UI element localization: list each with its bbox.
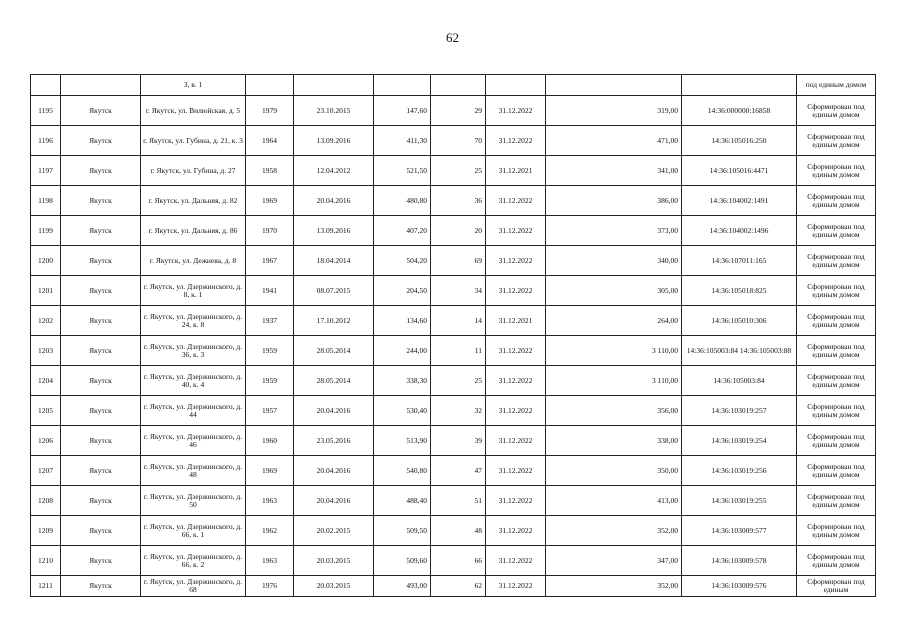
area-cell: 488,40 (374, 486, 431, 516)
cadastre-cell: 14:36:103019:256 (682, 456, 797, 486)
count-cell: 14 (431, 306, 486, 336)
city-cell: Якутск (61, 546, 141, 576)
deadline-cell: 31.12.2022 (486, 276, 546, 306)
year-cell: 1960 (246, 426, 294, 456)
status-cell: Сформирован под единым домом (797, 456, 876, 486)
status-cell: Сформирован под единым домом (797, 366, 876, 396)
table-row (31, 456, 876, 486)
deadline-cell: 31.12.2022 (486, 396, 546, 426)
page-number: 62 (446, 30, 459, 45)
cadastre-cell: 14:36:105003:84 14:36:105003:88 (682, 336, 797, 366)
deadline-cell: 31.12.2021 (486, 156, 546, 186)
cadastre-cell: 14:36:105018:825 (682, 276, 797, 306)
status-cell: Сформирован под единым домом (797, 426, 876, 456)
area-cell: 493,00 (374, 576, 431, 597)
year-cell: 1969 (246, 186, 294, 216)
status-cell: Сформирован под единым домом (797, 486, 876, 516)
area-cell: 480,80 (374, 186, 431, 216)
year-cell: 1937 (246, 306, 294, 336)
address-cell: г. Якутск, ул. Дзержинского, д. 24, к. 8 (141, 306, 246, 336)
date-cell: 20.04.2016 (294, 486, 374, 516)
cost-cell: 373,00 (546, 216, 682, 246)
deadline-cell: 31.12.2022 (486, 486, 546, 516)
status-cell: Сформирован под единым (797, 576, 876, 597)
city-cell: Якутск (61, 186, 141, 216)
table-row (31, 186, 876, 216)
date-cell: 13.09.2016 (294, 126, 374, 156)
status-cell: Сформирован под единым домом (797, 546, 876, 576)
row-number-cell: 1196 (31, 126, 61, 156)
row-number-cell: 1202 (31, 306, 61, 336)
deadline-cell: 31.12.2022 (486, 366, 546, 396)
row-number-cell: 1211 (31, 576, 61, 597)
cost-cell: 413,00 (546, 486, 682, 516)
table-row (31, 396, 876, 426)
table-row (31, 366, 876, 396)
area-cell: 521,50 (374, 156, 431, 186)
city-cell: Якутск (61, 576, 141, 597)
row-number-cell: 1203 (31, 336, 61, 366)
year-cell: 1959 (246, 366, 294, 396)
area-cell: 530,40 (374, 396, 431, 426)
status-cell: под единым домом (797, 75, 876, 96)
address-cell: г. Якутск, ул. Дзержинского, д. 40, к. 4 (141, 366, 246, 396)
row-number-cell: 1210 (31, 546, 61, 576)
cost-cell: 341,00 (546, 156, 682, 186)
count-cell: 34 (431, 276, 486, 306)
count-cell: 36 (431, 186, 486, 216)
address-cell: г. Якутск, ул. Дальняя, д. 82 (141, 186, 246, 216)
row-number-cell: 1198 (31, 186, 61, 216)
date-cell: 12.04.2012 (294, 156, 374, 186)
city-cell: Якутск (61, 456, 141, 486)
address-cell: г. Якутск, ул. Губина, д. 27 (141, 156, 246, 186)
date-cell: 23.10.2015 (294, 96, 374, 126)
area-cell: 407,20 (374, 216, 431, 246)
table-row (31, 156, 876, 186)
address-cell: г. Якутск, ул. Дежнева, д. 8 (141, 246, 246, 276)
cadastre-cell: 14:36:000000:16858 (682, 96, 797, 126)
year-cell: 1969 (246, 456, 294, 486)
row-number-cell: 1209 (31, 516, 61, 546)
count-cell: 25 (431, 366, 486, 396)
address-cell: г. Якутск, ул. Дзержинского, д. 36, к. 3 (141, 336, 246, 366)
status-cell: Сформирован под единым домом (797, 96, 876, 126)
cost-cell: 305,00 (546, 276, 682, 306)
cost-cell: 350,00 (546, 456, 682, 486)
cost-cell: 338,00 (546, 426, 682, 456)
cost-cell: 319,00 (546, 96, 682, 126)
status-cell: Сформирован под единым домом (797, 396, 876, 426)
row-number-cell: 1197 (31, 156, 61, 186)
deadline-cell: 31.12.2022 (486, 186, 546, 216)
status-cell: Сформирован под единым домом (797, 306, 876, 336)
city-cell: Якутск (61, 516, 141, 546)
deadline-cell: 31.12.2022 (486, 426, 546, 456)
city-cell: Якутск (61, 216, 141, 246)
area-cell: 338,30 (374, 366, 431, 396)
status-cell: Сформирован под единым домом (797, 516, 876, 546)
year-cell: 1941 (246, 276, 294, 306)
area-cell: 513,90 (374, 426, 431, 456)
count-cell: 62 (431, 576, 486, 597)
date-cell: 28.05.2014 (294, 366, 374, 396)
row-number-cell: 1199 (31, 216, 61, 246)
deadline-cell: 31.12.2022 (486, 456, 546, 486)
city-cell: Якутск (61, 276, 141, 306)
date-cell: 20.04.2016 (294, 396, 374, 426)
address-cell: г. Якутск, ул. Дзержинского, д. 48 (141, 456, 246, 486)
date-cell: 20.04.2016 (294, 456, 374, 486)
status-cell: Сформирован под единым домом (797, 216, 876, 246)
deadline-cell: 31.12.2022 (486, 546, 546, 576)
table-row (31, 576, 876, 597)
cadastre-cell: 14:36:104002:1491 (682, 186, 797, 216)
date-cell: 20.02.2015 (294, 516, 374, 546)
city-cell: Якутск (61, 306, 141, 336)
status-cell: Сформирован под единым домом (797, 156, 876, 186)
address-cell: г. Якутск, ул. Дзержинского, д. 66, к. 2 (141, 546, 246, 576)
year-cell: 1970 (246, 216, 294, 246)
cadastre-cell: 14:36:105003:84 (682, 366, 797, 396)
table-row (31, 306, 876, 336)
deadline-cell: 31.12.2022 (486, 336, 546, 366)
row-number-cell: 1200 (31, 246, 61, 276)
cadastre-cell: 14:36:104002:1496 (682, 216, 797, 246)
address-cell: г. Якутск, ул. Дзержинского, д. 50 (141, 486, 246, 516)
cost-cell: 347,00 (546, 546, 682, 576)
count-cell: 70 (431, 126, 486, 156)
date-cell: 20.03.2015 (294, 546, 374, 576)
table-row (31, 486, 876, 516)
row-number-cell: 1205 (31, 396, 61, 426)
table-row (31, 426, 876, 456)
city-cell: Якутск (61, 96, 141, 126)
table-row (31, 126, 876, 156)
count-cell: 69 (431, 246, 486, 276)
table-row (31, 336, 876, 366)
cadastre-cell: 14:36:103009:576 (682, 576, 797, 597)
year-cell: 1976 (246, 576, 294, 597)
area-cell: 147,60 (374, 96, 431, 126)
count-cell: 20 (431, 216, 486, 246)
city-cell: Якутск (61, 126, 141, 156)
cadastre-cell: 14:36:103019:254 (682, 426, 797, 456)
table-row (31, 246, 876, 276)
year-cell: 1964 (246, 126, 294, 156)
cost-cell: 3 110,00 (546, 366, 682, 396)
year-cell: 1957 (246, 396, 294, 426)
address-cell: г. Якутск, ул. Дзержинского, д. 68 (141, 576, 246, 597)
count-cell: 29 (431, 96, 486, 126)
city-cell: Якутск (61, 156, 141, 186)
year-cell: 1962 (246, 516, 294, 546)
date-cell: 13.09.2016 (294, 216, 374, 246)
deadline-cell: 31.12.2022 (486, 126, 546, 156)
cost-cell: 264,00 (546, 306, 682, 336)
area-cell: 244,00 (374, 336, 431, 366)
area-cell: 504,20 (374, 246, 431, 276)
cost-cell: 352,00 (546, 516, 682, 546)
year-cell: 1979 (246, 96, 294, 126)
address-cell: г. Якутск, ул. Губина, д. 21, к. 3 (141, 126, 246, 156)
address-cell: г. Якутск, ул. Дальняя, д. 86 (141, 216, 246, 246)
year-cell: 1963 (246, 546, 294, 576)
cost-cell: 386,00 (546, 186, 682, 216)
area-cell: 204,50 (374, 276, 431, 306)
area-cell: 411,30 (374, 126, 431, 156)
cost-cell: 471,00 (546, 126, 682, 156)
count-cell: 39 (431, 426, 486, 456)
status-cell: Сформирован под единым домом (797, 336, 876, 366)
date-cell: 20.04.2016 (294, 186, 374, 216)
cost-cell: 356,00 (546, 396, 682, 426)
city-cell: Якутск (61, 486, 141, 516)
date-cell: 18.04.2014 (294, 246, 374, 276)
count-cell: 51 (431, 486, 486, 516)
count-cell: 47 (431, 456, 486, 486)
table-row (31, 96, 876, 126)
area-cell: 540,80 (374, 456, 431, 486)
address-cell: г. Якутск, ул. Дзержинского, д. 44 (141, 396, 246, 426)
address-cell: 3, в. 1 (141, 75, 246, 96)
year-cell: 1959 (246, 336, 294, 366)
table-row (31, 546, 876, 576)
row-number-cell: 1204 (31, 366, 61, 396)
table-row-continued (31, 75, 876, 96)
deadline-cell: 31.12.2022 (486, 96, 546, 126)
cadastre-cell: 14:36:103019:255 (682, 486, 797, 516)
address-cell: г. Якутск, ул. Дзержинского, д. 46 (141, 426, 246, 456)
date-cell: 28.05.2014 (294, 336, 374, 366)
cost-cell: 352,00 (546, 576, 682, 597)
address-cell: г. Якутск, ул. Вилюйская, д. 5 (141, 96, 246, 126)
date-cell: 17.10.2012 (294, 306, 374, 336)
cadastre-cell: 14:36:107011:165 (682, 246, 797, 276)
cost-cell: 3 110,00 (546, 336, 682, 366)
cadastre-cell: 14:36:103019:257 (682, 396, 797, 426)
address-cell: г. Якутск, ул. Дзержинского, д. 8, к. 1 (141, 276, 246, 306)
date-cell: 23.05.2016 (294, 426, 374, 456)
status-cell: Сформирован под единым домом (797, 246, 876, 276)
year-cell: 1963 (246, 486, 294, 516)
city-cell: Якутск (61, 336, 141, 366)
count-cell: 48 (431, 516, 486, 546)
row-number-cell: 1195 (31, 96, 61, 126)
year-cell: 1967 (246, 246, 294, 276)
date-cell: 20.03.2015 (294, 576, 374, 597)
cadastre-cell: 14:36:103009:578 (682, 546, 797, 576)
status-cell: Сформирован под единым домом (797, 276, 876, 306)
registry-table (30, 74, 876, 597)
row-number-cell: 1208 (31, 486, 61, 516)
date-cell: 08.07.2015 (294, 276, 374, 306)
city-cell: Якутск (61, 426, 141, 456)
count-cell: 32 (431, 396, 486, 426)
deadline-cell: 31.12.2022 (486, 516, 546, 546)
count-cell: 11 (431, 336, 486, 366)
table-row (31, 216, 876, 246)
city-cell: Якутск (61, 396, 141, 426)
year-cell: 1958 (246, 156, 294, 186)
city-cell: Якутск (61, 246, 141, 276)
deadline-cell: 31.12.2022 (486, 576, 546, 597)
deadline-cell: 31.12.2022 (486, 246, 546, 276)
cadastre-cell: 14:36:105016:250 (682, 126, 797, 156)
area-cell: 509,50 (374, 516, 431, 546)
count-cell: 25 (431, 156, 486, 186)
table-row (31, 516, 876, 546)
address-cell: г. Якутск, ул. Дзержинского, д. 66, к. 1 (141, 516, 246, 546)
status-cell: Сформирован под единым домом (797, 186, 876, 216)
count-cell: 66 (431, 546, 486, 576)
area-cell: 509,60 (374, 546, 431, 576)
table-row (31, 276, 876, 306)
city-cell: Якутск (61, 366, 141, 396)
row-number-cell: 1206 (31, 426, 61, 456)
row-number-cell: 1201 (31, 276, 61, 306)
cadastre-cell: 14:36:103009:577 (682, 516, 797, 546)
deadline-cell: 31.12.2022 (486, 216, 546, 246)
deadline-cell: 31.12.2021 (486, 306, 546, 336)
cadastre-cell: 14:36:105010:306 (682, 306, 797, 336)
area-cell: 134,60 (374, 306, 431, 336)
row-number-cell: 1207 (31, 456, 61, 486)
cadastre-cell: 14:36:105016:4471 (682, 156, 797, 186)
cost-cell: 340,00 (546, 246, 682, 276)
status-cell: Сформирован под единым домом (797, 126, 876, 156)
